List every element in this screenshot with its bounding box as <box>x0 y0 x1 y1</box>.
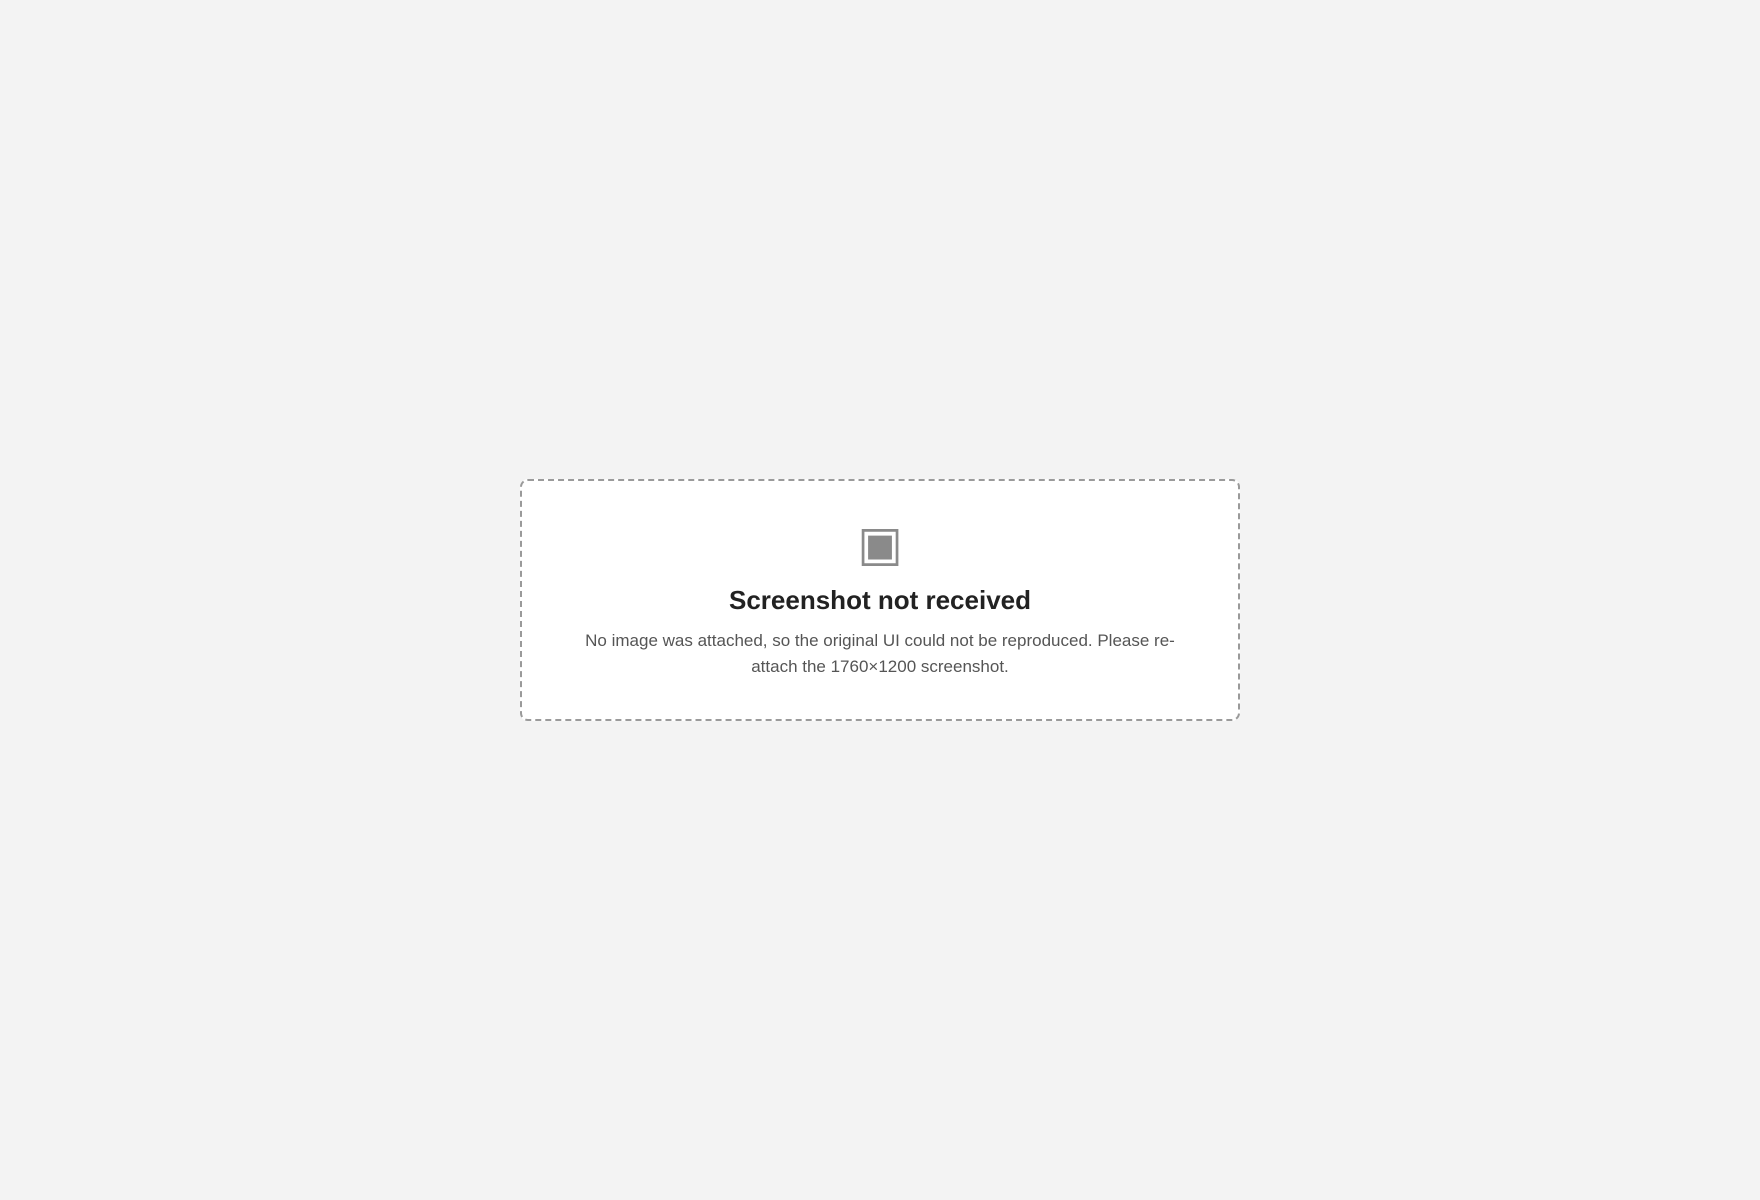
notice-body: No image was attached, so the original UI could not be reproduced. Please re-attach the 1760×1200 screenshot. <box>585 631 1175 676</box>
missing-image-notice <box>520 479 1240 721</box>
notice-title: Screenshot not received <box>729 585 1031 615</box>
image-missing-icon: ▣ <box>857 518 903 571</box>
